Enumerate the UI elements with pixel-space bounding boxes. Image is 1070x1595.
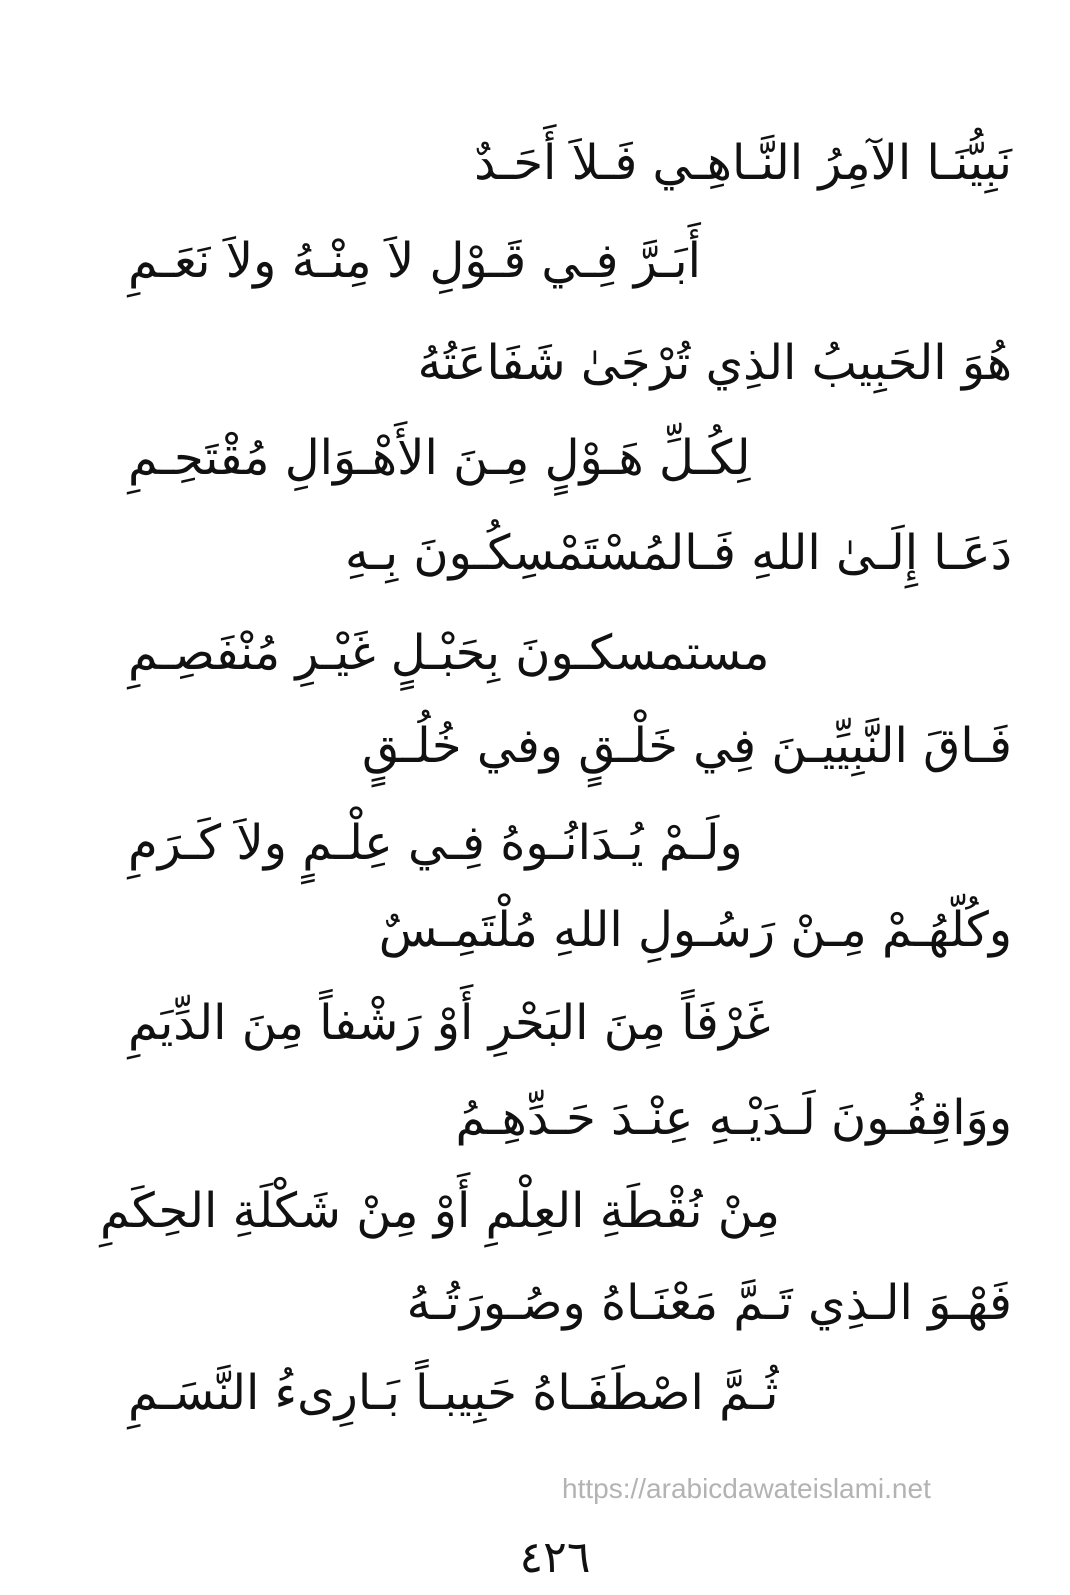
page-number: ٤٢٦ [519, 1532, 591, 1583]
verse-line: فَـاقَ النَّبِيِّيـنَ فِي خَلْـقٍ وفي خُلُـقٍ [361, 718, 1012, 774]
verse-line: ولَـمْ يُـدَانُـوهُ فِـي عِلْـمٍ ولاَ كَـرَمِ [128, 815, 743, 871]
verse-line: وكُلّهُـمْ مِـنْ رَسُـولِ اللهِ مُلْتَمِـسٌ [378, 902, 1012, 958]
verse-line: أَبَـرَّ فِـي قَـوْلِ لاَ مِنْـهُ ولاَ نَعَـمِ [128, 233, 701, 289]
verse-line: فَهْـوَ الـذِي تَـمَّ مَعْنَـاهُ وصُـورَتُـهُ [406, 1275, 1012, 1331]
verse-line: دَعَـا إِلَـىٰ اللهِ فَـالمُسْتَمْسِكُـونَ بِـهِ [344, 525, 1012, 581]
verse-line: هُوَ الحَبِيبُ الذِي تُرْجَىٰ شَفَاعَتُهُ [417, 335, 1012, 391]
verse-line: لِكُـلِّ هَـوْلٍ مِـنَ الأَهْـوَالِ مُقْتَحِـمِ [128, 430, 751, 486]
verse-line: مستمسكـونَ بِحَبْـلٍ غَيْـرِ مُنْفَصِـمِ [128, 625, 770, 681]
verse-line: ثُـمَّ اصْطَفَـاهُ حَبِيبـاً بَـارِىءُ النَّسَـمِ [128, 1365, 779, 1421]
watermark-url: https://arabicdawateislami.net [562, 1473, 931, 1504]
verse-line: غَرْفَاً مِنَ البَحْرِ أَوْ رَشْفاً مِنَ الدِّيَمِ [128, 995, 771, 1051]
verse-line: ووَاقِفُـونَ لَـدَيْـهِ عِنْـدَ حَـدِّهِـمُ [455, 1090, 1012, 1146]
verse-line: مِنْ نُقْطَةِ العِلْمِ أَوْ مِنْ شَكْلَةِ الحِكَمِ [99, 1183, 780, 1239]
verse-line: نَبِيُّنَـا الآمِرُ النَّـاهِـي فَـلاَ أَحَـدٌ [474, 135, 1012, 191]
